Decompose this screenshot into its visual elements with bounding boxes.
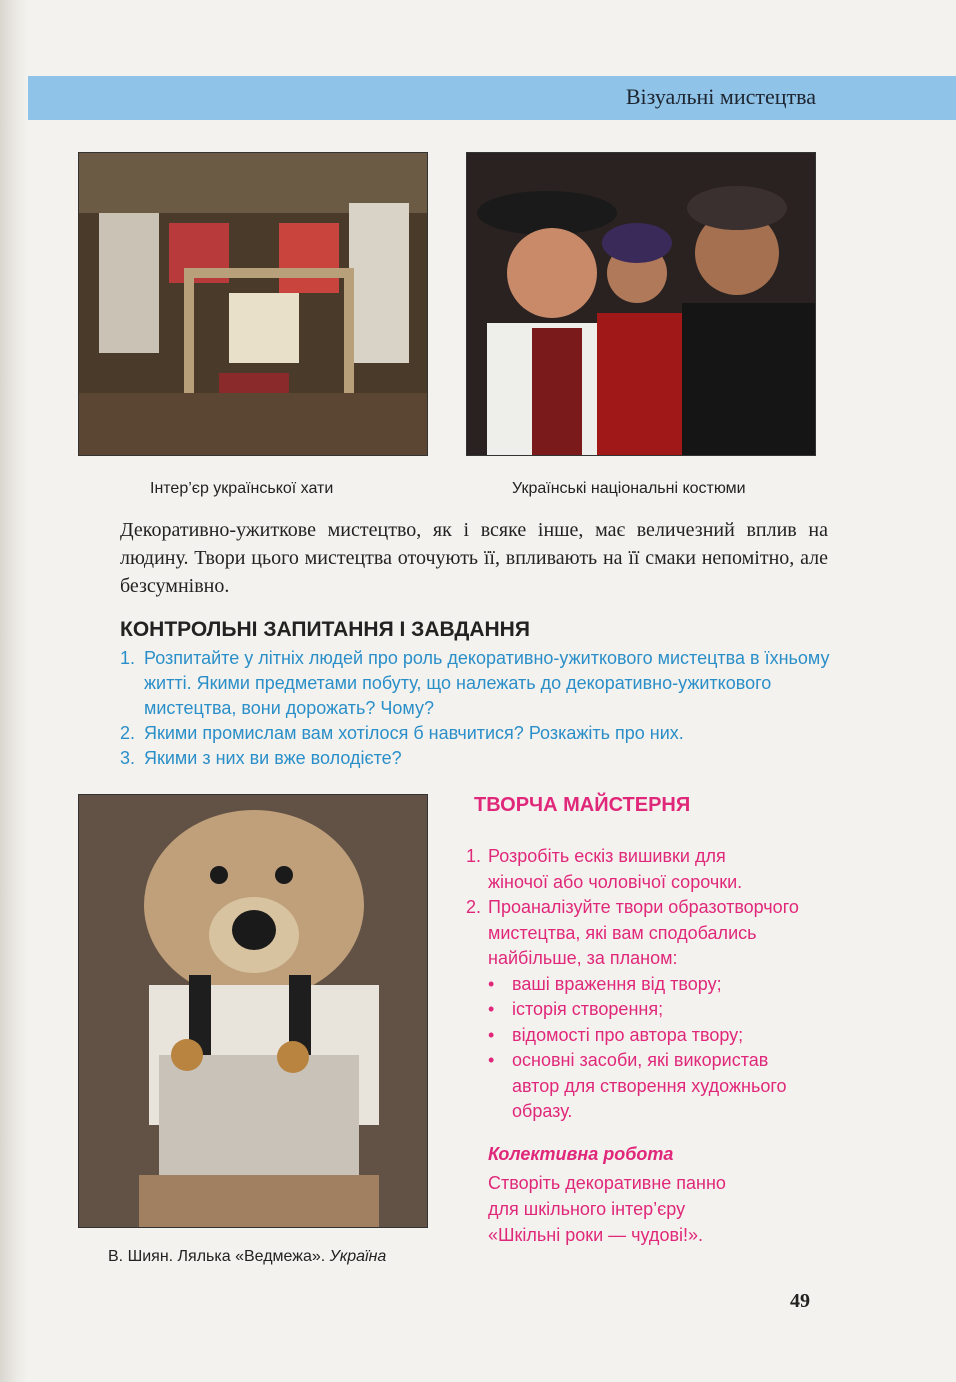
collective-work-text: Створіть декоративне панно для шкільного інтер’єру «Шкільні роки — чудові!».: [488, 1173, 726, 1245]
bear-doll-caption: [108, 1248, 386, 1266]
plan-bullet: • ваші враження від твору;: [488, 972, 836, 998]
plan-bullet: • історія створення;: [488, 997, 836, 1023]
header-band: [28, 76, 956, 120]
question-text: Розпитайте у літніх людей про роль декоративно-ужиткового мистецтва в їхньому житті. Якими предметами побуту, що належать до декоративно-ужиткового мистецтва, вони дорожать? Чому?: [144, 648, 830, 718]
question-number: 2.: [120, 723, 136, 743]
workshop-item-text: Проаналізуйте твори образотворчого мистецтва, які вам сподобались найбільше, за планом:: [488, 897, 799, 968]
collective-work-title: Колективна робота: [488, 1144, 674, 1164]
bear-doll-photo: [78, 794, 428, 1228]
analysis-plan-list: [488, 972, 836, 1125]
question-item: [120, 721, 830, 746]
workshop-item-number: 1.: [466, 846, 482, 866]
page-binding-edge: [0, 0, 28, 1382]
question-item: [120, 646, 830, 721]
interior-photo: [78, 152, 428, 456]
workshop-item: [466, 844, 836, 895]
interior-caption: Інтер’єр української хати: [150, 480, 334, 497]
costumes-photo: [466, 152, 816, 456]
question-number: 1.: [120, 648, 136, 668]
costumes-caption: Українські національні костюми: [512, 480, 746, 497]
bear-caption-origin: Україна: [329, 1248, 387, 1265]
intro-paragraph: Декоративно-ужиткове мистецтво, як і всяке інше, має величезний вплив на людину. Твори цього мистецтва оточують її, впливають на її смаки непомітно, але безсумнівно.: [120, 519, 828, 597]
control-questions-list: [120, 646, 830, 771]
plan-bullet: • відомості про автора твору;: [488, 1023, 836, 1049]
page-number: 49: [790, 1290, 810, 1312]
question-number: 3.: [120, 748, 136, 768]
question-text: Якими промислам вам хотілося б навчитися? Розкажіть про них.: [144, 723, 684, 743]
workshop-item-text: Розробіть ескіз вишивки для жіночої або чоловічої сорочки.: [488, 846, 743, 892]
workshop-item: [466, 895, 836, 1125]
creative-workshop-heading: ТВОРЧА МАЙСТЕРНЯ: [474, 794, 691, 816]
question-item: [120, 746, 830, 771]
bear-caption-main: В. Шиян. Лялька «Ведмежа».: [108, 1248, 330, 1265]
question-text: Якими з них ви вже володієте?: [144, 748, 402, 768]
control-questions-heading: КОНТРОЛЬНІ ЗАПИТАННЯ І ЗАВДАННЯ: [120, 618, 530, 641]
creative-workshop-list: [466, 844, 836, 1125]
section-title: Візуальні мистецтва: [625, 84, 816, 109]
workshop-item-number: 2.: [466, 897, 482, 917]
plan-bullet: • основні засоби, які використав автор для створення художнього образу.: [488, 1048, 812, 1125]
